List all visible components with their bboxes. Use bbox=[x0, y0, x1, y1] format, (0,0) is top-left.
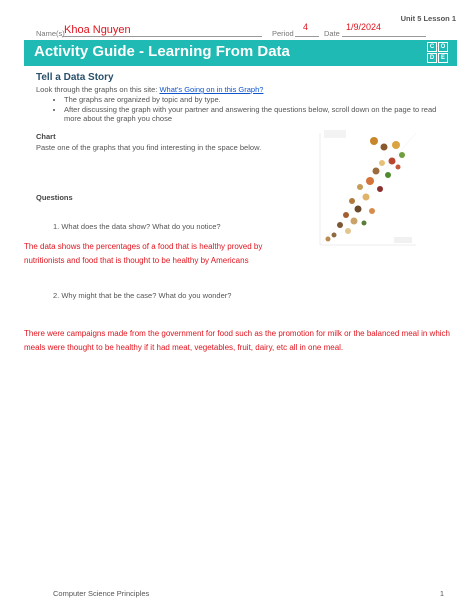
section-title: Tell a Data Story bbox=[36, 72, 114, 83]
answer-2[interactable]: There were campaigns made from the government for food such as the promotion for milk or the balanced meal in which meals were thought to be healthy if it had meat, vegetables, fruit, dairy, etc all in one meal. bbox=[24, 329, 450, 352]
footer-page-number: 1 bbox=[439, 589, 444, 598]
section-intro bbox=[36, 85, 263, 95]
logo-letter-d: D bbox=[427, 53, 437, 63]
guide-title: Activity Guide - Learning From Data bbox=[34, 43, 290, 60]
date-value[interactable]: 1/9/2024 bbox=[346, 22, 382, 32]
name-label: Name(s) bbox=[36, 29, 65, 38]
section-bullets bbox=[50, 95, 440, 124]
graph-site-link[interactable]: What's Going on in this Graph? bbox=[159, 85, 264, 94]
period-line bbox=[295, 36, 319, 37]
questions-heading: Questions bbox=[36, 193, 73, 202]
period-value[interactable]: 4 bbox=[303, 22, 309, 32]
logo-letter-o: O bbox=[438, 42, 448, 52]
name-line bbox=[62, 36, 262, 37]
chart-legend bbox=[324, 130, 346, 138]
period-label: Period bbox=[272, 29, 294, 38]
bullet-item: • After discussing the graph with your partner and answering the questions below, scroll down on the page to read more about the graph you chose bbox=[64, 105, 440, 124]
bullet-item: • The graphs are organized by topic and by type. bbox=[64, 95, 440, 105]
unit-lesson: Unit 5 Lesson 1 bbox=[400, 14, 456, 23]
date-label: Date bbox=[324, 29, 340, 38]
answer-1[interactable]: The data shows the percentages of a food that is healthy proved by nutritionists and food that is thought to be healthy by Americans bbox=[24, 242, 263, 265]
logo-letter-e: E bbox=[438, 53, 448, 63]
footer-course: Computer Science Principles bbox=[53, 589, 150, 598]
title-banner bbox=[24, 40, 457, 66]
intro-text: Look through the graphs on this site: bbox=[36, 85, 158, 94]
chart-instruction: Paste one of the graphs that you find interesting in the space below. bbox=[36, 143, 262, 152]
pasted-chart-image bbox=[312, 127, 420, 251]
date-line bbox=[342, 36, 426, 37]
chart-source-note bbox=[394, 237, 412, 243]
name-value[interactable]: Khoa Nguyen bbox=[64, 24, 131, 36]
chart-heading: Chart bbox=[36, 132, 56, 141]
code-logo bbox=[427, 42, 449, 64]
question-2: 2. Why might that be the case? What do you wonder? bbox=[53, 291, 232, 300]
question-1: 1. What does the data show? What do you notice? bbox=[53, 222, 221, 231]
logo-letter-c: C bbox=[427, 42, 437, 52]
